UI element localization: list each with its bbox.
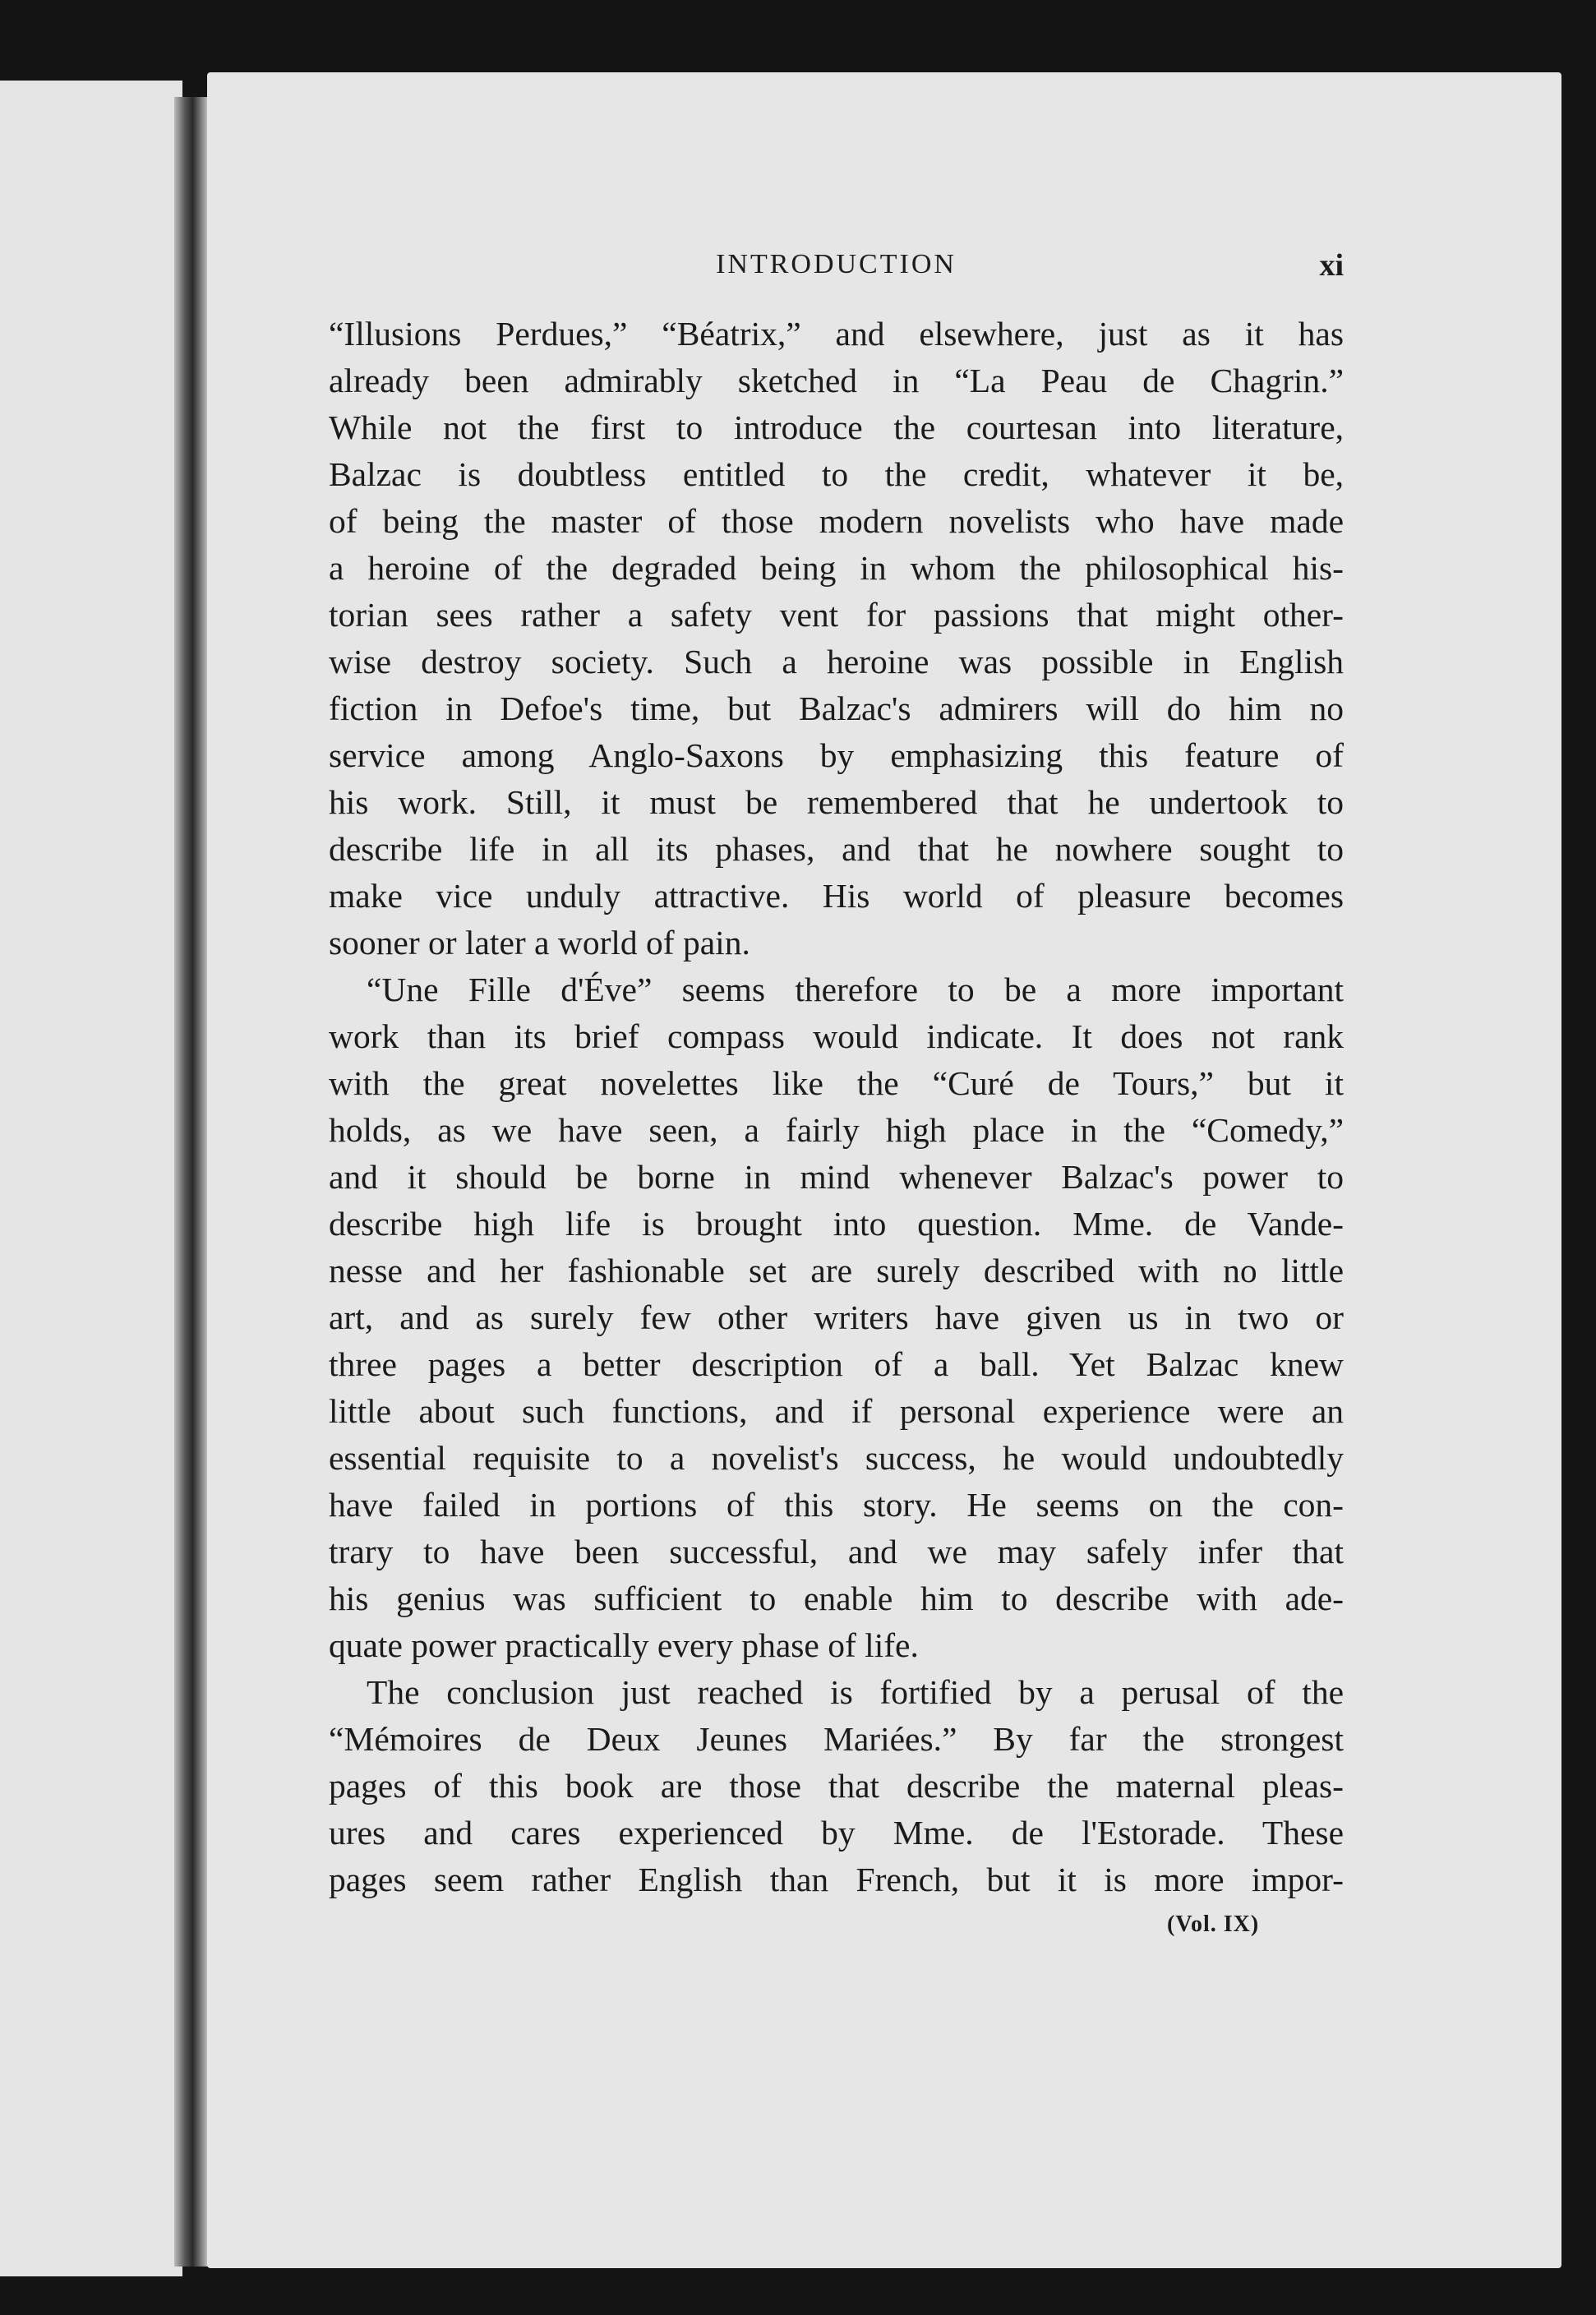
text-line: nesse and her fashionable set are surely described with no little <box>329 1252 1344 1289</box>
text-line: While not the first to introduce the courtesan into literature, <box>329 408 1344 446</box>
text-line: “Une Fille d'Éve” seems therefore to be a more important <box>367 971 1344 1008</box>
text-line: trary to have been successful, and we may safely infer that <box>329 1533 1344 1570</box>
text-line: of being the master of those modern novelists who have made <box>329 502 1344 540</box>
text-line: a heroine of the degraded being in whom the philosophical his- <box>329 549 1344 587</box>
text-line: with the great novelettes like the “Curé de Tours,” but it <box>329 1064 1344 1102</box>
text-line: holds, as we have seen, a fairly high place in the “Comedy,” <box>329 1111 1344 1149</box>
text-line: quate power practically every phase of life. <box>329 1626 919 1664</box>
text-line: pages of this book are those that describe the maternal pleas- <box>329 1767 1344 1805</box>
text-line: ures and cares experienced by Mme. de l'Estorade. These <box>329 1814 1344 1852</box>
text-line: Balzac is doubtless entitled to the credit, whatever it be, <box>329 455 1344 493</box>
text-line: The conclusion just reached is fortified by a perusal of the <box>367 1673 1344 1711</box>
text-line: essential requisite to a novelist's success, he would undoubtedly <box>329 1439 1344 1477</box>
text-line: his genius was sufficient to enable him to describe with ade- <box>329 1579 1344 1617</box>
text-line: and it should be borne in mind whenever Balzac's power to <box>329 1158 1344 1196</box>
text-line: describe life in all its phases, and that he nowhere sought to <box>329 830 1344 868</box>
text-line: have failed in portions of this story. He seems on the con- <box>329 1486 1344 1524</box>
text-line: little about such functions, and if personal experience were an <box>329 1392 1344 1430</box>
text-line: sooner or later a world of pain. <box>329 924 750 962</box>
text-line: describe high life is brought into question. Mme. de Vande- <box>329 1205 1344 1243</box>
text-line: fiction in Defoe's time, but Balzac's admirers will do him no <box>329 689 1344 727</box>
signature-mark: (Vol. IX) <box>1167 1911 1260 1937</box>
running-head <box>329 249 1344 292</box>
text-line: work than its brief compass would indicate. It does not rank <box>329 1017 1344 1055</box>
facing-page-edge <box>0 81 182 2276</box>
text-line: art, and as surely few other writers have given us in two or <box>329 1298 1344 1336</box>
text-line: already been admirably sketched in “La Peau de Chagrin.” <box>329 362 1344 399</box>
text-line: wise destroy society. Such a heroine was possible in English <box>329 643 1344 680</box>
running-title: INTRODUCTION <box>716 249 957 279</box>
text-line: “Illusions Perdues,” “Béatrix,” and elsewhere, just as it has <box>329 315 1344 353</box>
text-line: three pages a better description of a ball. Yet Balzac knew <box>329 1345 1344 1383</box>
text-line: pages seem rather English than French, but it is more impor- <box>329 1861 1344 1898</box>
body-text <box>329 311 1344 1903</box>
text-line: service among Anglo-Saxons by emphasizing this feature of <box>329 736 1344 774</box>
text-line: make vice unduly attractive. His world of pleasure becomes <box>329 877 1344 915</box>
text-line: torian sees rather a safety vent for passions that might other- <box>329 596 1344 634</box>
text-line: his work. Still, it must be remembered that he undertook to <box>329 783 1344 821</box>
page-number: xi <box>1319 248 1344 283</box>
text-line: “Mémoires de Deux Jeunes Mariées.” By far the strongest <box>329 1720 1344 1758</box>
